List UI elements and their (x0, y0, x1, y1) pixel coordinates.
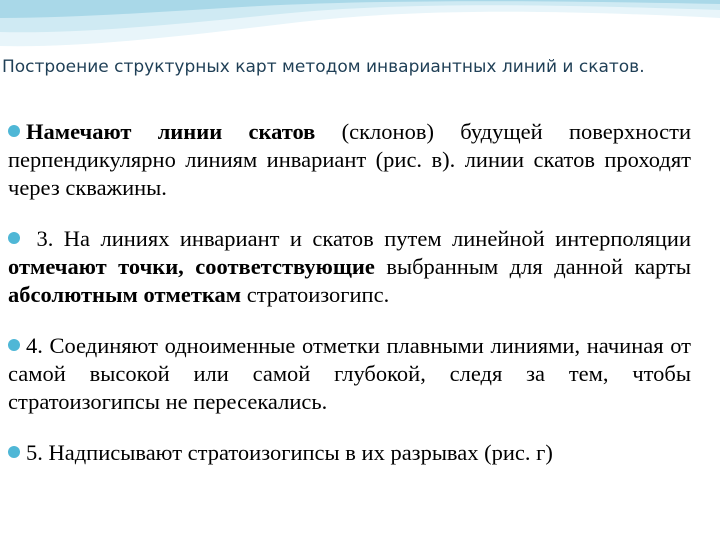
paragraph-text: 4. Соединяют одноименные отметки плавными линиями, начиная от самой высокой или самой глубокой, следя за тем, чтобы стратоизогипсы не пересекались. (8, 333, 691, 414)
list-item (8, 118, 691, 202)
paragraph-text: (склонов) будущей поверхности перпендикулярно линиям инвариант (рис. в). линии скатов проходят через скважины. (8, 119, 691, 200)
paragraph-text: стратоизогипс. (241, 282, 390, 307)
round-bullet-icon (8, 339, 20, 351)
paragraph-text: 5. Надписывают стратоизогипсы в их разрывах (рис. г) (26, 440, 553, 465)
header-wave-decoration (0, 0, 720, 60)
round-bullet-icon (8, 125, 20, 137)
paragraph-text: выбранным для данной карты (374, 254, 691, 279)
item-number: 3. (26, 226, 54, 251)
round-bullet-icon (8, 232, 20, 244)
list-item (8, 332, 691, 416)
round-bullet-icon (8, 446, 20, 458)
bold-text: Намечают линии скатов (26, 119, 316, 144)
bold-text: отмечают точки, соответствующие (8, 254, 375, 279)
slide-body (8, 118, 691, 490)
list-item (8, 225, 691, 309)
bold-text: абсолютным отметкам (8, 282, 242, 307)
paragraph-text: На линиях инвариант и скатов путем линейной интерполяции (53, 226, 692, 251)
slide-title: Построение структурных карт методом инвариантных линий и скатов. (2, 57, 645, 77)
list-item (8, 439, 691, 467)
